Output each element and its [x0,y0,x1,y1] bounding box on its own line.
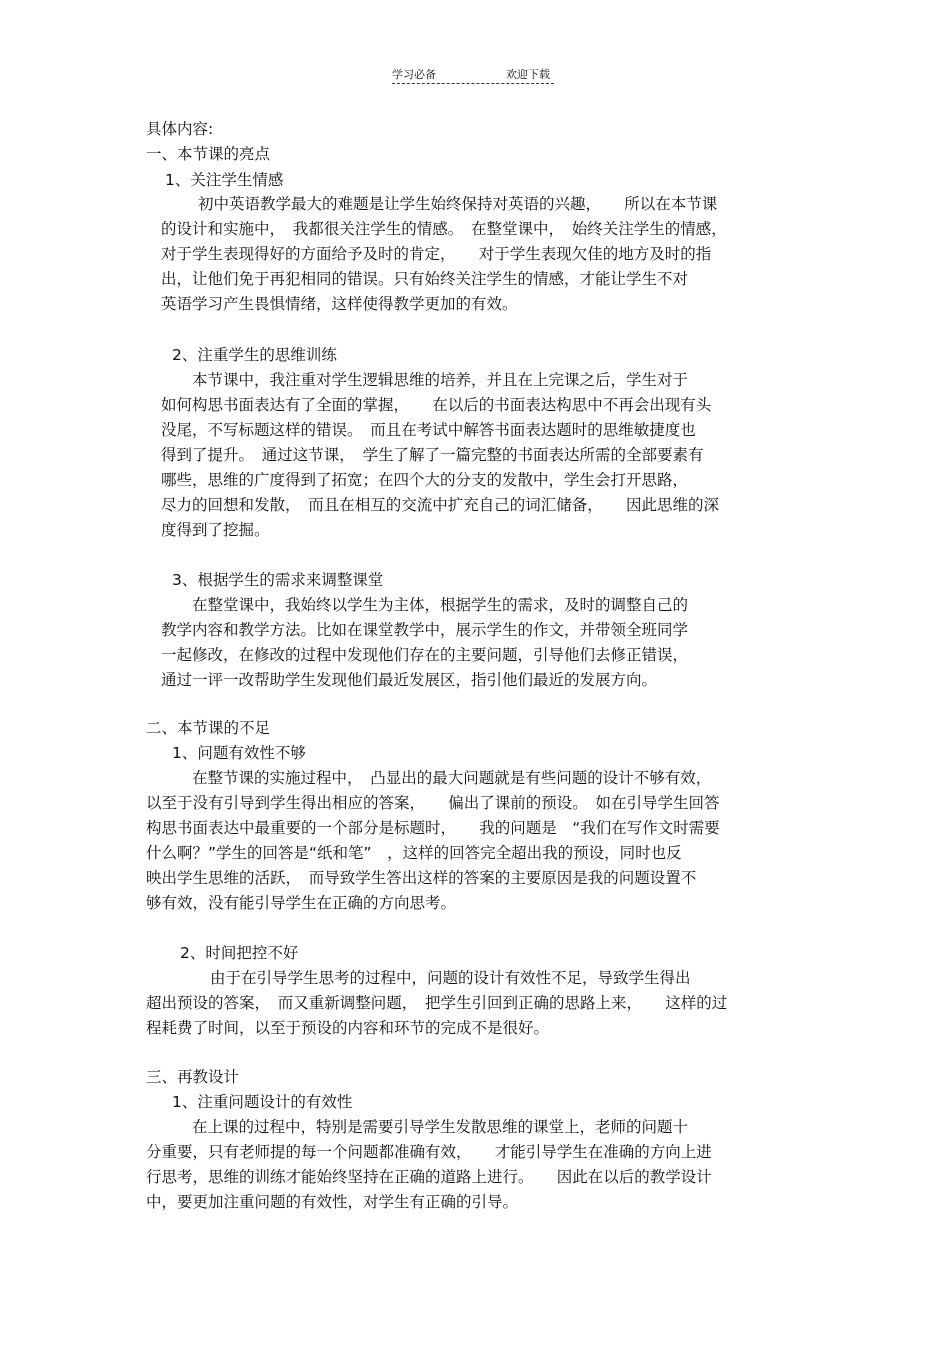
paragraph-line: 中，要更加注重问题的有效性，对学生有正确的引导。 [146,1193,519,1211]
paragraph-line: 构思书面表达中最重要的一个部分是标题时， 我的问题是 “我们在写作文时需要 [146,819,720,837]
paragraph-line: 程耗费了时间，以至于预设的内容和环节的完成不是很好。 [146,1019,550,1037]
section-3-title: 三、再教设计 [146,1068,240,1086]
paragraph-line: 对于学生表现得好的方面给予及时的肯定， 对于学生表现欠佳的地方及时的指 [161,245,712,263]
section-2-title: 二、本节课的不足 [146,719,271,737]
paragraph-line: 映出学生思维的活跃， 而导致学生答出这样的答案的主要原因是我的问题设置不 [146,869,697,887]
paragraph-line: 如何构思书面表达有了全面的掌握， 在以后的书面表达构思中不再会出现有头 [161,396,712,414]
paragraph-line: 由于在引导学生思考的过程中，问题的设计有效性不足，导致学生得出 [210,969,691,987]
intro-label: 具体内容: [146,120,214,138]
paragraph-line: 出，让他们免于再犯相同的错误。只有始终关注学生的情感，才能让学生不对 [161,270,689,288]
paragraph-line: 超出预设的答案， 而又重新调整问题， 把学生引回到正确的思路上来， 这样的过 [146,994,728,1012]
paragraph-line: 本节课中，我注重对学生逻辑思维的培养，并且在上完课之后，学生对于 [192,371,689,389]
header-rule [392,83,554,84]
paragraph-line: 在整堂课中，我始终以学生为主体，根据学生的需求，及时的调整自己的 [192,596,689,614]
paragraph-line: 通过一评一改帮助学生发现他们最近发展区，指引他们最近的发展方向。 [161,671,658,689]
paragraph-line: 以至于没有引导到学生得出相应的答案， 偏出了课前的预设。 如在引导学生回答 [146,794,720,812]
paragraph-line: 度得到了挖掘。 [161,521,270,539]
s1-heading-2: 2、注重学生的思维训练 [172,346,337,364]
paragraph-line: 在上课的过程中，特别是需要引导学生发散思维的课堂上，老师的问题十 [192,1118,689,1136]
s2-heading-1: 1、问题有效性不够 [172,744,306,762]
header-left: 学习必备 [392,68,436,81]
paragraph-line: 分重要，只有老师提的每一个问题都准确有效， 才能引导学生在准确的方向上进 [146,1143,712,1161]
paragraph-line: 教学内容和教学方法。比如在课堂教学中，展示学生的作文，并带领全班同学 [161,621,689,639]
paragraph-line: 没尾，不写标题这样的错误。 而且在考试中解答书面表达题时的思维敏捷度也 [161,421,696,439]
paragraph-line: 在整节课的实施过程中， 凸显出的最大问题就是有些问题的设计不够有效， [192,769,712,787]
s1-heading-3: 3、根据学生的需求来调整课堂 [172,571,384,589]
paragraph-line: 初中英语教学最大的难题是让学生始终保持对英语的兴趣， 所以在本节课 [198,195,718,213]
header-right: 欢迎下载 [506,68,550,81]
paragraph-line: 英语学习产生畏惧情绪，这样使得教学更加的有效。 [161,295,518,313]
paragraph-line: 什么啊？”学生的回答是“纸和笔” ，这样的回答完全超出我的预设，同时也反 [146,844,682,862]
section-1-title: 一、本节课的亮点 [146,145,271,163]
paragraph-line: 一起修改，在修改的过程中发现他们存在的主要问题，引导他们去修正错误， [161,646,689,664]
s2-heading-2: 2、时间把控不好 [180,944,299,962]
paragraph-line: 的设计和实施中， 我都很关注学生的情感。 在整堂课中， 始终关注学生的情感， [161,220,727,238]
paragraph-line: 行思考，思维的训练才能始终坚持在正确的道路上进行。 因此在以后的教学设计 [146,1168,712,1186]
page-header [0,66,950,86]
paragraph-line: 得到了提升。 通过这节课， 学生了解了一篇完整的书面表达所需的全部要素有 [161,446,704,464]
paragraph-line: 尽力的回想和发散， 而且在相互的交流中扩充自己的词汇储备， 因此思维的深 [161,496,720,514]
s1-heading-1: 1、关注学生情感 [165,171,284,189]
paragraph-line: 哪些，思维的广度得到了拓宽；在四个大的分支的发散中，学生会打开思路， [161,471,689,489]
paragraph-line: 够有效，没有能引导学生在正确的方向思考。 [146,894,457,912]
s3-heading-1: 1、注重问题设计的有效性 [172,1093,353,1111]
